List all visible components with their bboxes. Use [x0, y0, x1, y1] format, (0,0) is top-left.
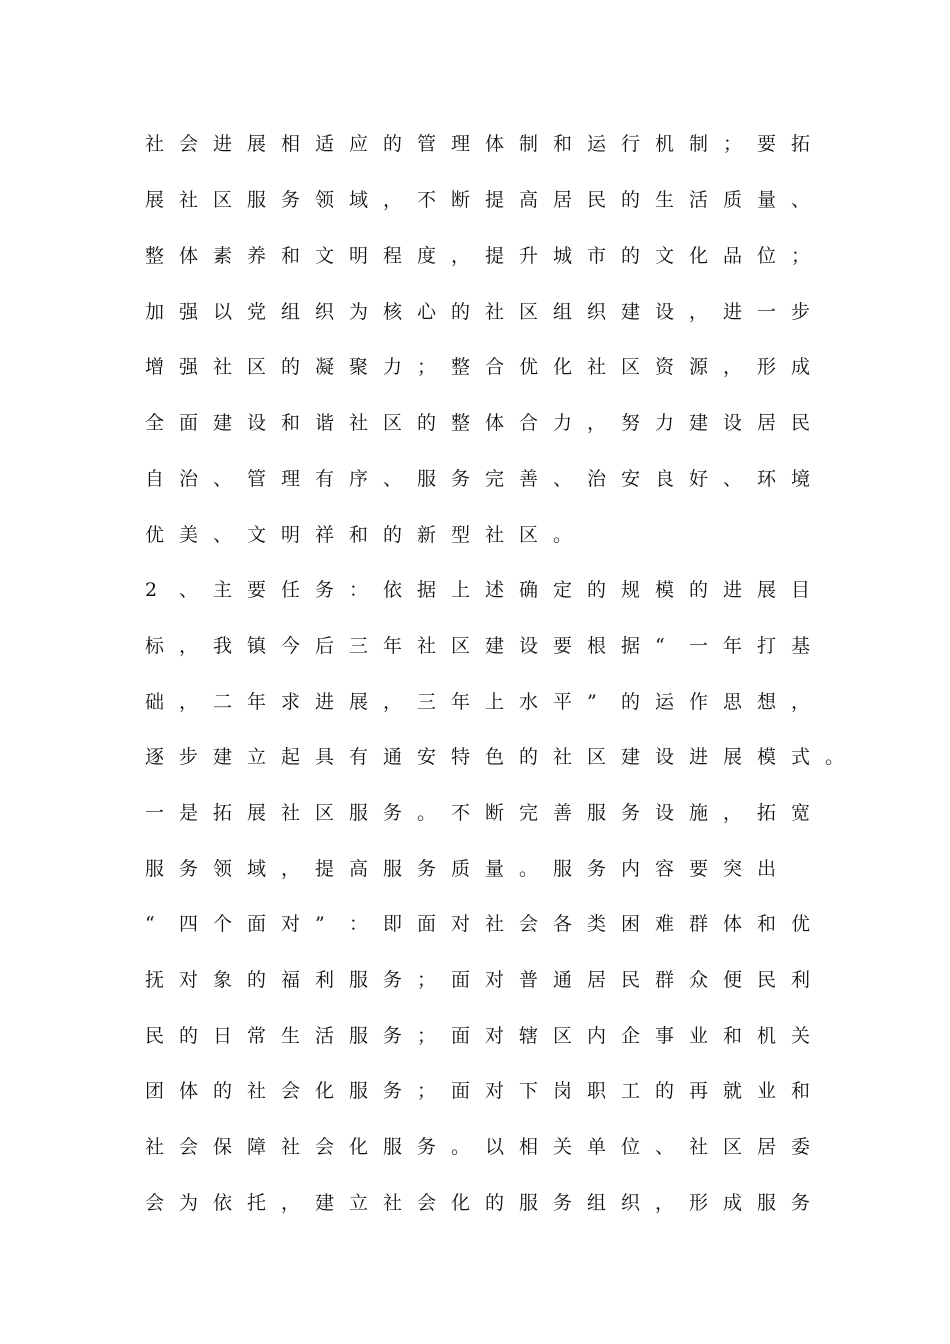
- text-line: “ 四 个 面 对 ” ： 即 面 对 社 会 各 类 困 难 群 体 和 优: [145, 913, 811, 935]
- text-line: 优 美 、 文 明 祥 和 的 新 型 社 区 。: [145, 524, 573, 546]
- text-line: 一 是 拓 展 社 区 服 务 。 不 断 完 善 服 务 设 施 ， 拓 宽: [145, 802, 811, 824]
- text-line: 标 ， 我 镇 今 后 三 年 社 区 建 设 要 根 据 “ 一 年 打 基: [145, 635, 811, 657]
- text-line: 会 为 依 托 ， 建 立 社 会 化 的 服 务 组 织 ， 形 成 服 务: [145, 1192, 811, 1214]
- text-line: 抚 对 象 的 福 利 服 务 ； 面 对 普 通 居 民 群 众 便 民 利: [145, 969, 811, 991]
- text-line: 社 会 保 障 社 会 化 服 务 。 以 相 关 单 位 、 社 区 居 委: [145, 1136, 811, 1158]
- text-line: 加 强 以 党 组 织 为 核 心 的 社 区 组 织 建 设 ， 进 一 步: [145, 301, 811, 323]
- text-line: 全 面 建 设 和 谐 社 区 的 整 体 合 力 ， 努 力 建 设 居 民: [145, 412, 811, 434]
- text-line: 增 强 社 区 的 凝 聚 力 ； 整 合 优 化 社 区 资 源 ， 形 成: [145, 356, 811, 378]
- text-line: 团 体 的 社 会 化 服 务 ； 面 对 下 岗 职 工 的 再 就 业 和: [145, 1080, 811, 1102]
- text-line: 础 ， 二 年 求 进 展 ， 三 年 上 水 平 ” 的 运 作 思 想 ，: [145, 691, 811, 713]
- text-line: 自 治 、 管 理 有 序 、 服 务 完 善 、 治 安 良 好 、 环 境: [145, 468, 811, 490]
- text-line: 展 社 区 服 务 领 域 ， 不 断 提 高 居 民 的 生 活 质 量 、: [145, 189, 811, 211]
- text-line: 逐 步 建 立 起 具 有 通 安 特 色 的 社 区 建 设 进 展 模 式 。: [145, 746, 845, 768]
- text-line: 民 的 日 常 生 活 服 务 ； 面 对 辖 区 内 企 事 业 和 机 关: [145, 1025, 811, 1047]
- text-line: 服 务 领 域 ， 提 高 服 务 质 量 。 服 务 内 容 要 突 出: [145, 858, 777, 880]
- text-line: 社 会 进 展 相 适 应 的 管 理 体 制 和 运 行 机 制 ； 要 拓: [145, 133, 811, 155]
- text-line: 整 体 素 养 和 文 明 程 度 ， 提 升 城 市 的 文 化 品 位 ；: [145, 245, 811, 267]
- text-line: 2 、 主 要 任 务 ： 依 据 上 述 确 定 的 规 模 的 进 展 目: [145, 579, 811, 601]
